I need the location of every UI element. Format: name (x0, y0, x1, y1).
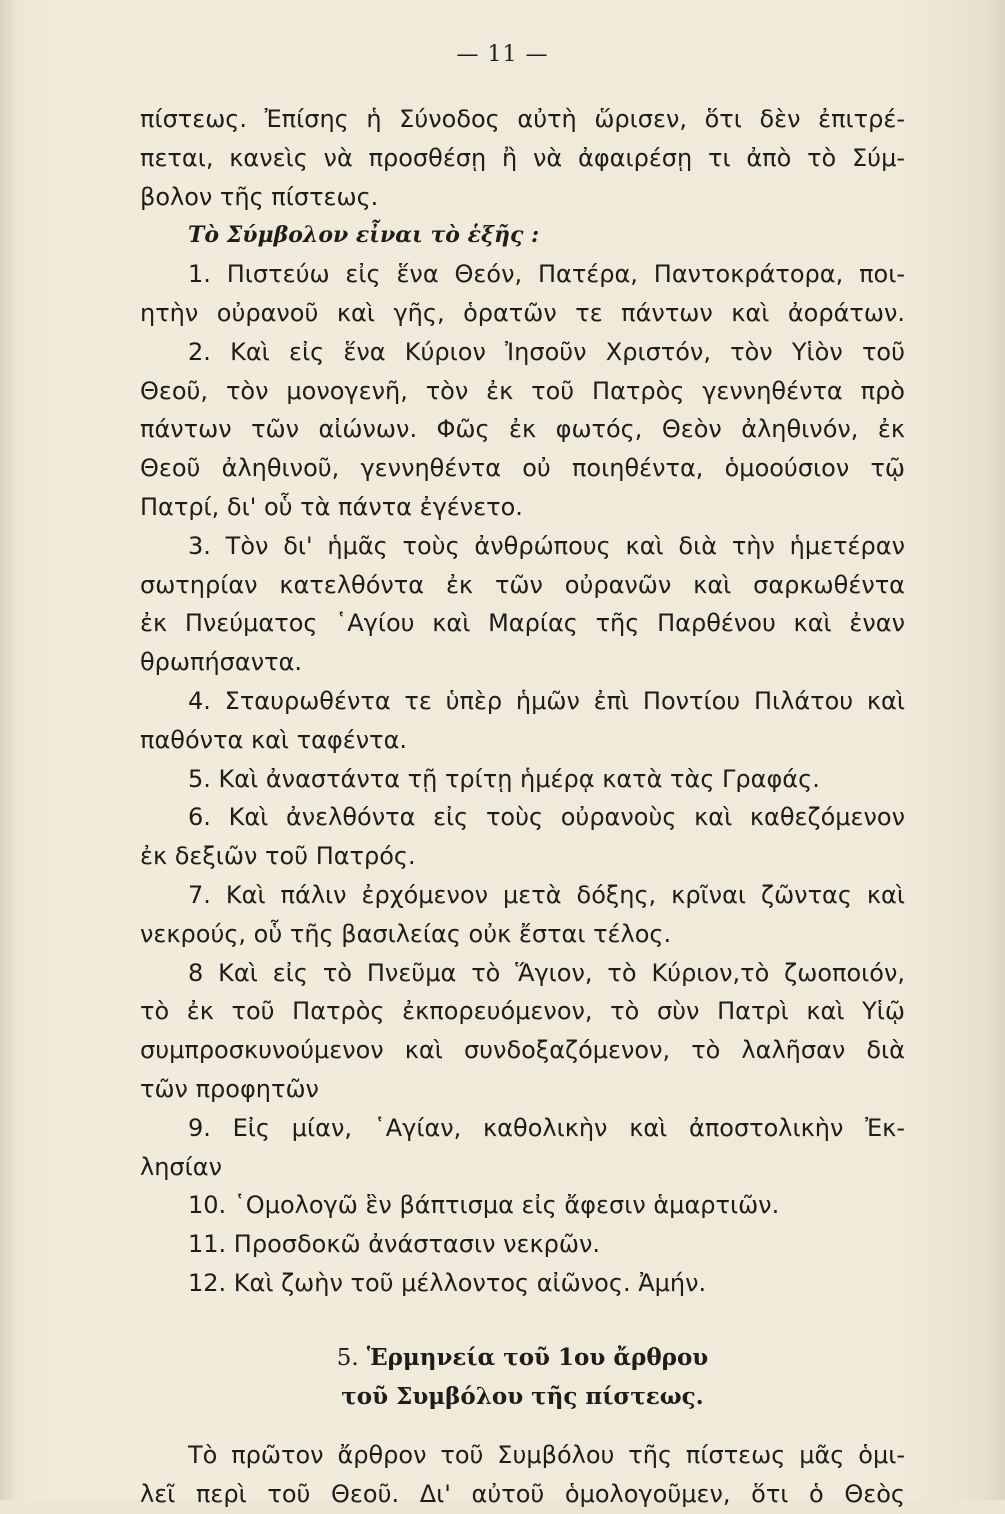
text-line: παθόντα καὶ ταφέντα. (140, 725, 408, 754)
text-line: θρωπήσαντα. (140, 648, 303, 677)
text-line: συμπροσκυνούμενον καὶ συνδοξαζόμενον, τὸ λαλῆσαν διὰ (140, 1036, 905, 1065)
creed-article-3: 3. Τὸν δι' ἡμᾶς τοὺς ἀνθρώπους καὶ διὰ τὴν ἡμετέραν (188, 531, 905, 560)
text-line: λησίαν (140, 1152, 222, 1181)
section-gap (140, 1416, 905, 1436)
text-line: νεκρούς, οὗ τῆς βασιλείας οὐκ ἔσται τέλος. (140, 919, 672, 948)
text-line: πεται, κανεὶς νὰ προσθέσῃ ἢ νὰ ἀφαιρέσῃ τι ἀπὸ τὸ Σύμ- (140, 143, 905, 172)
text-line: λεῖ περὶ τοῦ Θεοῦ. Δι' αὐτοῦ ὁμολογοῦμεν, ὅτι ὁ Θεὸς (140, 1480, 905, 1509)
page-text (140, 100, 905, 1514)
text-line: ἐκ Πνεύματος ῾Αγίου καὶ Μαρίας τῆς Παρθένου καὶ ἐναν (140, 609, 905, 638)
creed-article-2: 2. Καὶ εἰς ἕνα Κύριον Ἰησοῦν Χριστόν, τὸν Υἱὸν τοῦ (188, 337, 905, 366)
text-line: ἐκ δεξιῶν τοῦ Πατρός. (140, 842, 416, 871)
text-line: βολον τῆς πίστεως. (140, 182, 379, 211)
page-number: — 11 — (456, 42, 549, 67)
text-line: πίστεως. Ἐπίσης ἡ Σύνοδος αὐτὴ ὥρισεν, ὅτι δὲν ἐπιτρέ- (140, 105, 905, 133)
creed-article-7: 7. Καὶ πάλιν ἐρχόμενον μετὰ δόξης, κρῖναι ζῶντας καὶ (188, 880, 905, 909)
section-title-line-2: τοῦ Συμβόλου τῆς πίστεως. (341, 1382, 704, 1410)
text-line: πάντων τῶν αἰώνων. Φῶς ἐκ φωτός, Θεὸν ἀληθινόν, ἐκ (140, 415, 905, 444)
text-line: Τὸ πρῶτον ἄρθρον τοῦ Συμβόλου τῆς πίστεως μᾶς ὁμι- (188, 1441, 905, 1470)
creed-article-1: 1. Πιστεύω εἰς ἕνα Θεόν, Πατέρα, Παντοκράτορα, ποι- (188, 260, 905, 289)
text-line: τὸ ἐκ τοῦ Πατρὸς ἐκπορευόμενον, τὸ σὺν Πατρὶ καὶ Υἱῷ (140, 997, 905, 1026)
creed-article-11: 11. Προσδοκῶ ἀνάστασιν νεκρῶν. (188, 1230, 600, 1259)
creed-article-4: 4. Σταυρωθέντα τε ὑπὲρ ἡμῶν ἐπὶ Ποντίου Πιλάτου καὶ (188, 686, 905, 715)
creed-article-10: 10. ῾Ομολογῶ ἓν βάπτισμα εἰς ἄφεσιν ἁμαρτιῶν. (188, 1191, 780, 1220)
section-heading (140, 1339, 905, 1378)
text-line: σωτηρίαν κατελθόντα ἐκ τῶν οὐρανῶν καὶ σαρκωθέντα (140, 570, 905, 599)
text-line: τῶν προφητῶν (140, 1074, 319, 1103)
text-line: Θεοῦ ἀληθινοῦ, γεννηθέντα οὐ ποιηθέντα, ὁμοούσιον τῷ (140, 454, 905, 483)
creed-article-6: 6. Καὶ ἀνελθόντα εἰς τοὺς οὐρανοὺς καὶ καθεζόμενον (188, 803, 905, 832)
text-line: Θεοῦ, τὸν μονογενῆ, τὸν ἐκ τοῦ Πατρὸς γεννηθέντα πρὸ (140, 376, 905, 405)
section-gap (140, 1303, 905, 1339)
creed-article-8: 8 Καὶ εἰς τὸ Πνεῦμα τὸ Ἅγιον, τὸ Κύριον,τὸ ζωοποιόν, (188, 958, 905, 987)
creed-article-5: 5. Καὶ ἀναστάντα τῇ τρίτῃ ἡμέρᾳ κατὰ τὰς Γραφάς. (188, 764, 820, 793)
section-title-line-1: Ἑρμηνεία τοῦ 1ου ἄρθρου (366, 1343, 709, 1371)
text-line: ητὴν οὐρανοῦ καὶ γῆς, ὁρατῶν τε πάντων καὶ ἀοράτων. (140, 298, 905, 327)
creed-article-12: 12. Καὶ ζωὴν τοῦ μέλλοντος αἰῶνος. Ἀμήν. (188, 1268, 707, 1297)
text-line: Πατρί, δι' οὗ τὰ πάντα ἐγένετο. (140, 492, 523, 521)
section-number: 5. (336, 1344, 359, 1371)
creed-article-9: 9. Εἰς μίαν, ῾Αγίαν, καθολικὴν καὶ ἀποστολικὴν Ἐκ- (188, 1113, 905, 1142)
creed-intro: Τὸ Σύμβολον εἶναι τὸ ἑξῆς : (188, 222, 540, 249)
